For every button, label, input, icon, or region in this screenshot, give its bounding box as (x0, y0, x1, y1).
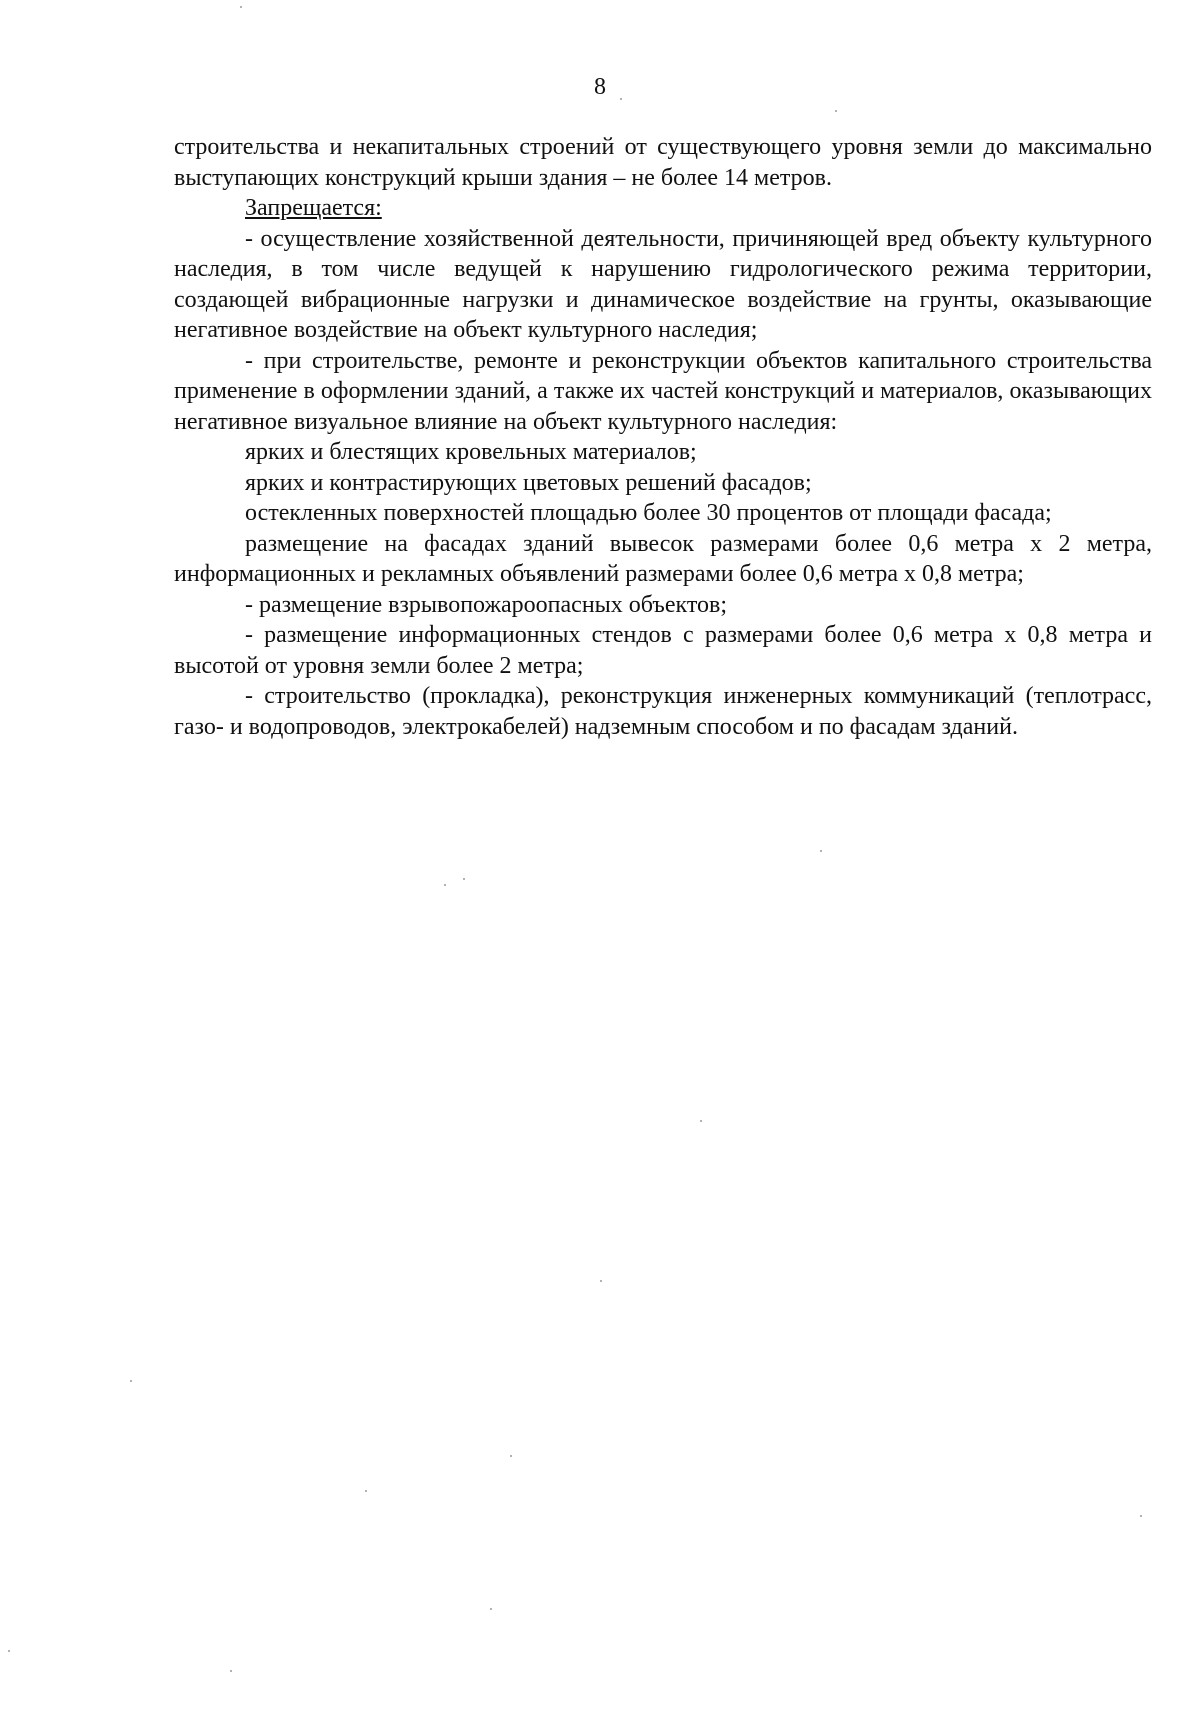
paragraph-prohibited-heading (174, 193, 1152, 224)
paragraph-economic-activity: - осуществление хозяйственной деятельности, причиняющей вред объекту культурного наследия, в том числе ведущей к нарушению гидрологического режима территории, создающей вибрационные нагрузки и динамическое воздействие на грунты, оказывающие негативное воздействие на объект культурного наследия; (174, 225, 1152, 343)
paragraph-height-limit: строительства и некапитальных строений от существующего уровня земли до максимально выступающих конструкций крыши здания – не более 14 метров. (174, 134, 1152, 191)
scan-speck (700, 1120, 702, 1122)
scan-speck (444, 884, 446, 886)
paragraph-glazed-surfaces: остекленных поверхностей площадью более 30 процентов от площади фасада; (245, 500, 1052, 526)
prohibited-heading: Запрещается: (245, 195, 382, 221)
scan-speck (365, 1490, 367, 1492)
scan-speck (240, 6, 242, 8)
scan-speck (130, 1380, 132, 1382)
paragraph-utilities: - строительство (прокладка), реконструкция инженерных коммуникаций (теплотрасс, газо- и водопроводов, электрокабелей) надземным способом и по фасадам зданий. (174, 683, 1152, 740)
scan-speck (230, 1670, 232, 1672)
document-body (174, 132, 1152, 742)
scan-speck (8, 1650, 10, 1652)
paragraph-construction-materials: - при строительстве, ремонте и реконструкции объектов капитального строительства применение в оформлении зданий, а также их частей конструкций и материалов, оказывающих негативное визуальное влияние на объект культурного наследия: (174, 347, 1152, 435)
paragraph-info-stands: - размещение информационных стендов с размерами более 0,6 метра x 0,8 метра и высотой от уровня земли более 2 метра; (174, 622, 1152, 679)
paragraph-explosive-objects: - размещение взрывопожароопасных объектов; (245, 591, 727, 618)
scan-speck (620, 98, 622, 100)
page-number: 8 (594, 74, 606, 100)
scan-speck (600, 1280, 602, 1282)
scan-speck (1140, 1515, 1142, 1517)
scan-speck (490, 1608, 492, 1610)
scan-speck (463, 878, 465, 880)
scan-speck (835, 110, 837, 112)
paragraph-roof-materials: ярких и блестящих кровельных материалов; (245, 439, 697, 465)
paragraph-color-solutions: ярких и контрастирующих цветовых решений фасадов; (245, 469, 812, 496)
scan-speck (510, 1455, 512, 1457)
scan-speck (820, 850, 822, 852)
paragraph-signboards: размещение на фасадах зданий вывесок размерами более 0,6 метра x 2 метра, информационных и рекламных объявлений размерами более 0,6 метра x 0,8 метра; (174, 530, 1152, 587)
